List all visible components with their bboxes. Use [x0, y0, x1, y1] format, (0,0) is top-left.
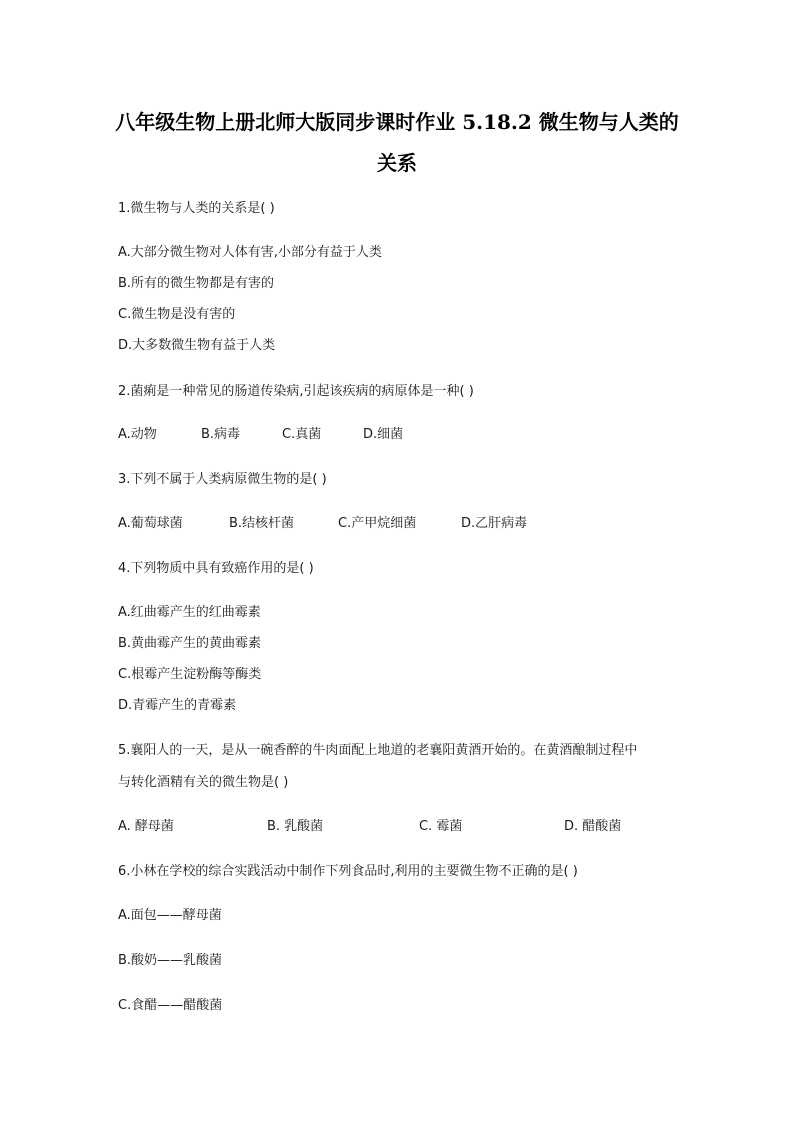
question-2-option-b: B.病毒 — [201, 427, 241, 442]
question-5-option-c: C. 霉菌 — [419, 819, 463, 834]
document-title-line-1: 八年级生物上册北师大版同步课时作业 5.18.2 微生物与人类的 — [115, 110, 679, 134]
question-5-option-a: A. 酵母菌 — [118, 819, 174, 834]
question-2-option-d: D.细菌 — [363, 427, 404, 442]
question-1-option-b: B.所有的微生物都是有害的 — [118, 276, 275, 291]
question-4-option-b: B.黄曲霉产生的黄曲霉素 — [118, 636, 262, 651]
question-3-option-c: C.产甲烷细菌 — [338, 516, 417, 531]
question-5-option-d: D. 醋酸菌 — [564, 819, 622, 834]
question-4-option-c: C.根霉产生淀粉酶等酶类 — [118, 667, 262, 682]
question-1-option-d: D.大多数微生物有益于人类 — [118, 338, 276, 353]
question-2-option-a: A.动物 — [118, 427, 157, 442]
question-4-stem: 4.下列物质中具有致癌作用的是( ) — [118, 561, 314, 576]
question-2-option-c: C.真菌 — [282, 427, 322, 442]
question-6-stem: 6.小林在学校的综合实践活动中制作下列食品时,利用的主要微生物不正确的是( ) — [118, 864, 578, 879]
question-1-option-c: C.微生物是没有害的 — [118, 307, 236, 322]
question-4-option-d: D.青霉产生的青霉素 — [118, 698, 237, 713]
question-2-stem: 2.菌痢是一种常见的肠道传染病,引起该疾病的病原体是一种( ) — [118, 384, 474, 399]
question-3-option-d: D.乙肝病毒 — [461, 516, 528, 531]
question-5-stem-line-2: 与转化酒精有关的微生物是( ) — [118, 775, 289, 790]
document-title-line-2: 关系 — [377, 151, 417, 175]
question-5-stem-line-1: 5.襄阳人的一天，是从一碗香醉的牛肉面配上地道的老襄阳黄酒开始的。在黄酒酿制过程中 — [118, 743, 638, 758]
question-3-option-a: A.葡萄球菌 — [118, 516, 183, 531]
question-6-option-b: B.酸奶——乳酸菌 — [118, 953, 223, 968]
question-1-stem: 1.微生物与人类的关系是( ) — [118, 201, 275, 216]
question-6-option-c: C.食醋——醋酸菌 — [118, 998, 223, 1013]
question-1-option-a: A.大部分微生物对人体有害,小部分有益于人类 — [118, 245, 382, 260]
question-6-option-a: A.面包——酵母菌 — [118, 908, 222, 923]
question-3-stem: 3.下列不属于人类病原微生物的是( ) — [118, 472, 327, 487]
question-3-option-b: B.结核杆菌 — [229, 516, 295, 531]
question-4-option-a: A.红曲霉产生的红曲霉素 — [118, 605, 261, 620]
question-5-option-b: B. 乳酸菌 — [267, 819, 324, 834]
